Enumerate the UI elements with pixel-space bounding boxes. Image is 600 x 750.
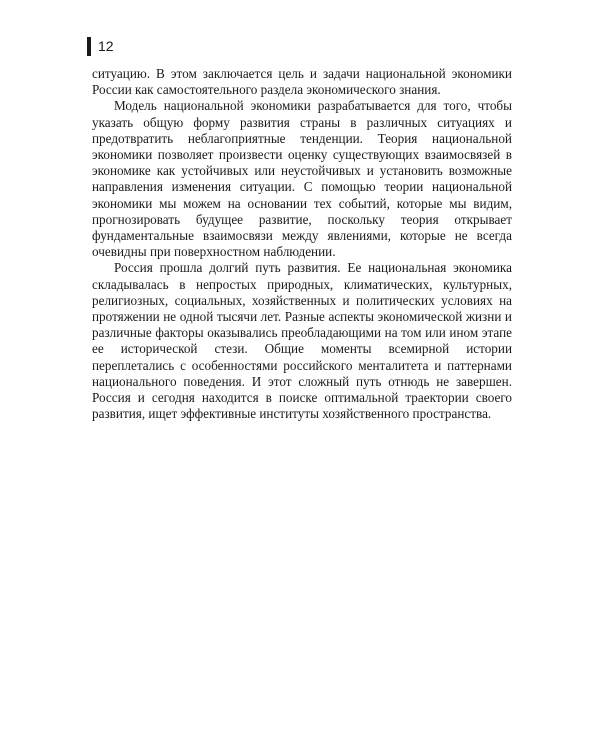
page-number: 12 [98, 37, 114, 54]
text-body [92, 66, 512, 422]
paragraph-2: Модель национальной экономики разрабатывается для того, чтобы указать общую форму развития страны в различных ситуациях и предотвратить неблагоприятные тенденции. Теория национальной экономики позволяет произвести оценку существующих взаимосвязей в экономике как устойчивых или неустойчивых и установить возможные направления изменения ситуации. С помощью теории национальной экономики мы можем на основании тех событий, которые мы видим, прогнозировать будущее развитие, поскольку теория открывает фундаментальные взаимосвязи между явлениями, которые не всегда очевидны при поверхностном наблюдении. [92, 98, 512, 260]
paragraph-1: ситуацию. В этом заключается цель и задачи национальной экономики России как самостоятельного раздела экономического знания. [92, 66, 512, 98]
paragraph-3: Россия прошла долгий путь развития. Ее национальная экономика складывалась в непростых природных, климатических, культурных, религиозных, социальных, хозяйственных и политических условиях на протяжении не одной тысячи лет. Разные аспекты экономической жизни и различные факторы оказывались преобладающими на том или ином этапе ее исторической стези. Общие моменты всемирной истории переплетались с особенностями российского менталитета и паттернами национального поведения. И этот сложный путь отнюдь не завершен. Россия и сегодня находится в поиске оптимальной траектории своего развития, ищет эффективные институты хозяйственного пространства. [92, 260, 512, 422]
page-header [87, 36, 114, 56]
header-bar [87, 37, 91, 56]
